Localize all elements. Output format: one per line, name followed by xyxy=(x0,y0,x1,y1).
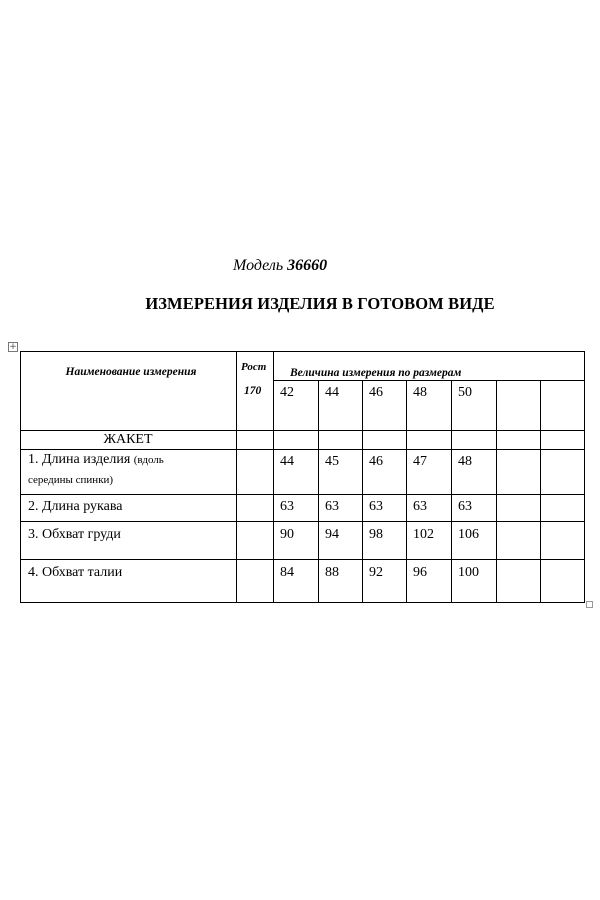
table-line-row1 xyxy=(20,494,585,495)
heading-text: ИЗМЕРЕНИЯ ИЗДЕЛИЯ В ГОТОВОМ ВИДЕ xyxy=(145,294,495,313)
table-cell: 63 xyxy=(413,499,427,514)
model-number: 36660 xyxy=(287,257,328,274)
row-note-part2 xyxy=(28,474,113,486)
header-name-column: Наименование измерения xyxy=(65,366,197,378)
table-col-line-8 xyxy=(540,380,541,603)
table-col-line-2 xyxy=(273,351,274,603)
table-cell: 48 xyxy=(458,454,472,469)
section-title: ЖАКЕТ xyxy=(103,432,153,447)
table-cell: 46 xyxy=(369,454,383,469)
table-cell: 98 xyxy=(369,527,383,542)
header-sizes-label: Величина измерения по размерам xyxy=(290,367,462,379)
table-cell: 102 xyxy=(413,527,434,542)
table-cell: 84 xyxy=(280,565,294,580)
table-cell: 96 xyxy=(413,565,427,580)
table-cell: 47 xyxy=(413,454,427,469)
table-line-section xyxy=(20,449,585,450)
table-cell: 94 xyxy=(325,527,339,542)
row-name xyxy=(28,452,164,468)
table-line-subheader xyxy=(273,380,585,381)
table-col-line-6 xyxy=(451,380,452,603)
row-name-text: 1. Длина изделия xyxy=(28,452,131,467)
table-cell: 106 xyxy=(458,527,479,542)
size-header-cell: 44 xyxy=(325,385,339,400)
model-title xyxy=(233,257,327,275)
table-cell: 63 xyxy=(325,499,339,514)
table-cell: 92 xyxy=(369,565,383,580)
move-cross-icon[interactable]: + xyxy=(9,342,17,352)
table-col-line-5 xyxy=(406,380,407,603)
table-border-bottom xyxy=(20,602,585,603)
table-border-right xyxy=(584,351,585,603)
table-line-row3 xyxy=(20,559,585,560)
table-border-top xyxy=(20,351,585,352)
size-header-cell: 48 xyxy=(413,385,427,400)
row-name: 4. Обхват талии xyxy=(28,565,123,580)
size-header-cell: 50 xyxy=(458,385,472,400)
table-cell: 44 xyxy=(280,454,294,469)
model-label: Модель xyxy=(233,257,284,274)
row-name: 3. Обхват груди xyxy=(28,527,121,542)
size-header-cell: 42 xyxy=(280,385,294,400)
table-cell: 63 xyxy=(280,499,294,514)
table-cell: 90 xyxy=(280,527,294,542)
table-cell: 88 xyxy=(325,565,339,580)
header-rost-value: 170 xyxy=(244,385,262,397)
table-resize-handle[interactable] xyxy=(586,601,593,608)
row-note-part1: (вдоль xyxy=(133,454,164,466)
table-col-line-1 xyxy=(236,351,237,603)
page-heading xyxy=(0,294,600,314)
row-note-part2-text: середины спинки) xyxy=(28,474,114,486)
table-col-line-7 xyxy=(496,380,497,603)
table-cell: 63 xyxy=(458,499,472,514)
table-line-row2 xyxy=(20,521,585,522)
table-border-left xyxy=(20,351,21,603)
size-header-cell: 46 xyxy=(369,385,383,400)
table-col-line-4 xyxy=(362,380,363,603)
table-cell: 45 xyxy=(325,454,339,469)
table-cell: 63 xyxy=(369,499,383,514)
row-name: 2. Длина рукава xyxy=(28,499,123,514)
header-rost: Рост xyxy=(241,361,267,373)
table-line-header-bottom xyxy=(20,430,585,431)
table-col-line-3 xyxy=(318,380,319,603)
table-cell: 100 xyxy=(458,565,479,580)
